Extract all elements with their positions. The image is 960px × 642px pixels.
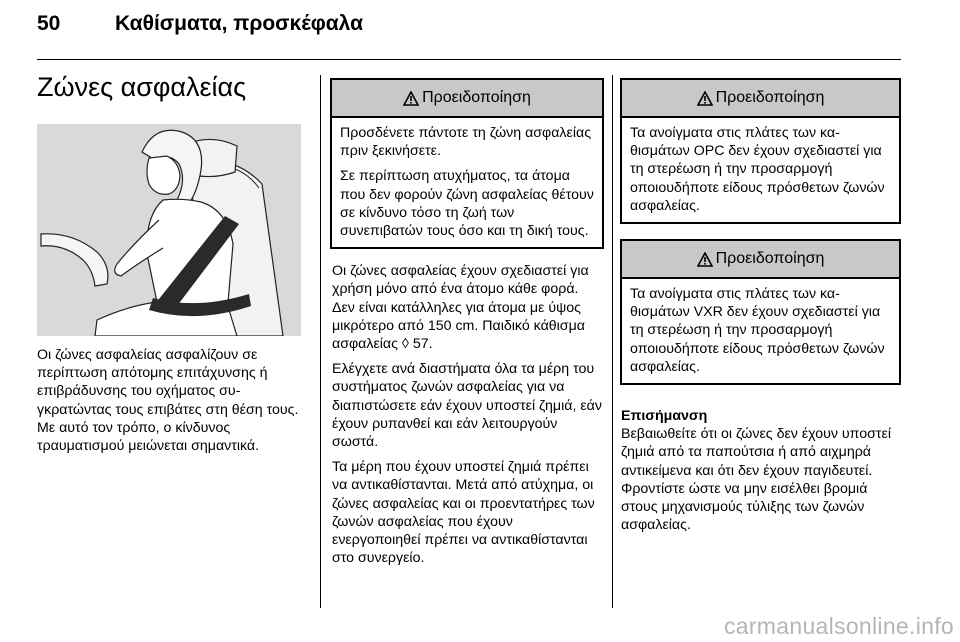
warning-triangle-icon	[403, 91, 419, 106]
column-divider-1	[320, 75, 321, 608]
seated-driver-seatbelt-illustration	[37, 124, 301, 336]
warning-body	[622, 279, 899, 383]
watermark: carmanualsonline.info	[723, 613, 954, 639]
intro-paragraph: Οι ζώνες ασφαλείας ασφαλίζουν σε περίπτωση απότομης επιτάχυνσης ή επιβράδυνσης του οχήματος συγκρατώντας τους επιβάτες στη θέση τους. Με αυτό τον τρόπο, ο κίνδυνος τραυματισμού μειώνεται σημαντικά.	[37, 347, 299, 455]
warning-header	[622, 80, 899, 118]
warning-paragraph: Προσδένετε πάντοτε τη ζώνη ασφαλείας πριν ξεκινήσετε.	[340, 125, 592, 160]
warning-triangle-icon	[697, 91, 713, 106]
warning-box-1	[330, 78, 604, 249]
warning-triangle-icon	[697, 252, 713, 267]
page-header	[37, 12, 363, 42]
intro-text-block	[37, 346, 305, 455]
warning-body	[332, 118, 602, 247]
warning-paragraph: Τα ανοίγματα στις πλάτες των καθισμάτων OPC δεν έχουν σχεδιαστεί για τη στερέωση ή την προσαρμογή οποιουδήποτε είδους πρόσθετων ζωνών ασφαλείας.	[630, 125, 885, 214]
warning-heading: Προειδοποίηση	[422, 89, 531, 106]
warning-box-vxr	[620, 239, 901, 385]
warning-body	[622, 118, 899, 222]
chapter-title: Καθίσματα, προσκέφαλα	[115, 12, 363, 35]
warning-box-opc	[620, 78, 901, 224]
note-title: Επισήμανση	[621, 408, 708, 425]
body-paragraph: Ελέγχετε ανά διαστήματα όλα τα μέρη του συστήματος ζωνών ασφαλείας για να διαπιστώσετε εάν έχουν υποστεί ζημιά, εάν έχουν ρυπανθεί και εάν λειτουργούν σωστά.	[332, 361, 602, 451]
header-divider	[37, 59, 901, 60]
column-divider-2	[612, 75, 613, 608]
warning-heading: Προειδοποίηση	[715, 250, 825, 268]
warning-paragraph: Τα ανοίγματα στις πλάτες των καθισμάτων VXR δεν έχουν σχεδιαστεί για τη στερέωση ή την προσαρμογή οποιουδήποτε είδους πρόσθετων ζωνών ασφαλείας.	[630, 286, 885, 375]
note-text: Βεβαιωθείτε ότι οι ζώνες δεν έχουν υποστεί ζημιά από τα παπούτσια ή από αιχμηρά αντικείμενα και ότι δεν έχουν παγιδευτεί. Φροντίστε ώστε να μην εισέλθει βρομιά στους μηχανισμούς τύλιξης των ζωνών ασφαλείας.	[621, 426, 891, 534]
warning-header	[332, 80, 602, 118]
body-text-block	[330, 262, 604, 567]
page-number: 50	[37, 12, 61, 35]
illustration-graphic	[37, 124, 301, 336]
warning-header	[622, 241, 899, 279]
note-block	[620, 407, 901, 534]
body-paragraph: Οι ζώνες ασφαλείας έχουν σχεδιαστεί για χρήση μόνο από ένα άτομο κάθε φορά. Δεν είναι κατάλληλες για άτομα με ύψος μικρότερο από 150 cm. Παιδικό κάθισμα ασφαλείας ◊ 57.	[332, 263, 589, 353]
column-3	[620, 78, 901, 534]
column-2	[330, 78, 604, 567]
section-title: Ζώνες ασφαλείας	[37, 72, 247, 102]
warning-heading: Προειδοποίηση	[715, 89, 825, 106]
body-paragraph: Τα μέρη που έχουν υποστεί ζημιά πρέπει να αντικαθίστανται. Μετά από ατύχημα, οι ζώνες ασφαλείας και οι προεντατήρες των ζωνών ασφαλείας που έχουν ενεργοποιηθεί πρέπει να αντικαθίστανται στο συνεργείο.	[332, 459, 595, 567]
warning-paragraph: Σε περίπτωση ατυχήματος, τα άτομα που δεν φορούν ζώνη ασφαλείας θέτουν σε κίνδυνο τόσο τη ζωή των συνεπιβατών τους όσο και τη δική τους.	[340, 168, 594, 240]
